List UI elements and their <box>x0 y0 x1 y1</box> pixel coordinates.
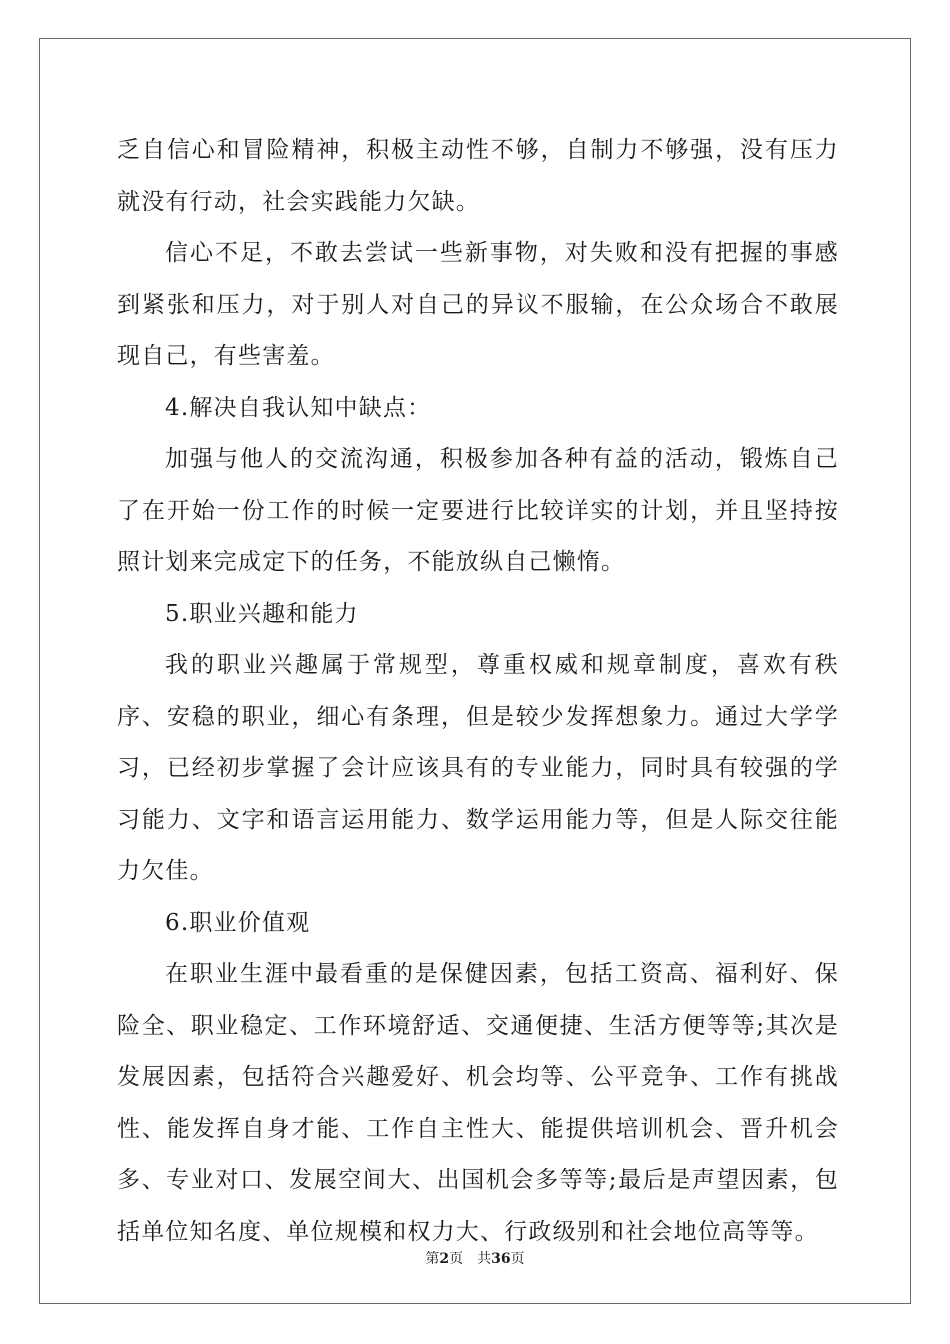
paragraph: 在职业生涯中最看重的是保健因素，包括工资高、福利好、保险全、职业稳定、工作环境舒适、交通便捷、生活方便等等;其次是发展因素，包括符合兴趣爱好、机会均等、公平竞争、工作有挑战性、能发挥自身才能、工作自主性大、能提供培训机会、晋升机会多、专业对口、发展空间大、出国机会多等等;最后是声望因素，包括单位知名度、单位规模和权力大、行政级别和社会地位高等等。 <box>117 961 839 1245</box>
paragraph: 乏自信心和冒险精神，积极主动性不够，自制力不够强，没有压力就没有行动，社会实践能力欠缺。 <box>117 137 839 215</box>
page-number: 2 <box>439 1251 450 1267</box>
total-suffix: 页 <box>510 1251 525 1267</box>
section-heading: 5.职业兴趣和能力 <box>165 600 359 627</box>
section-heading: 4.解决自我认知中缺点： <box>165 394 432 421</box>
section-heading: 6.职业价值观 <box>165 909 311 936</box>
page-suffix: 页 <box>449 1251 464 1267</box>
paragraph: 我的职业兴趣属于常规型，尊重权威和规章制度，喜欢有秩序、安稳的职业，细心有条理，但是较少发挥想象力。通过大学学习，已经初步掌握了会计应该具有的专业能力，同时具有较强的学习能力、文字和语言运用能力、数学运用能力等，但是人际交往能力欠佳。 <box>117 652 839 884</box>
page-prefix: 第 <box>425 1251 440 1267</box>
page-footer <box>0 1248 950 1268</box>
total-prefix: 共 <box>477 1251 492 1267</box>
document-body <box>117 125 839 1258</box>
paragraph: 加强与他人的交流沟通，积极参加各种有益的活动，锻炼自己了在开始一份工作的时候一定要进行比较详实的计划，并且坚持按照计划来完成定下的任务，不能放纵自己懒惰。 <box>117 446 839 575</box>
total-pages: 36 <box>491 1251 511 1267</box>
paragraph: 信心不足，不敢去尝试一些新事物，对失败和没有把握的事感到紧张和压力，对于别人对自己的异议不服输，在公众场合不敢展现自己，有些害羞。 <box>117 240 839 369</box>
